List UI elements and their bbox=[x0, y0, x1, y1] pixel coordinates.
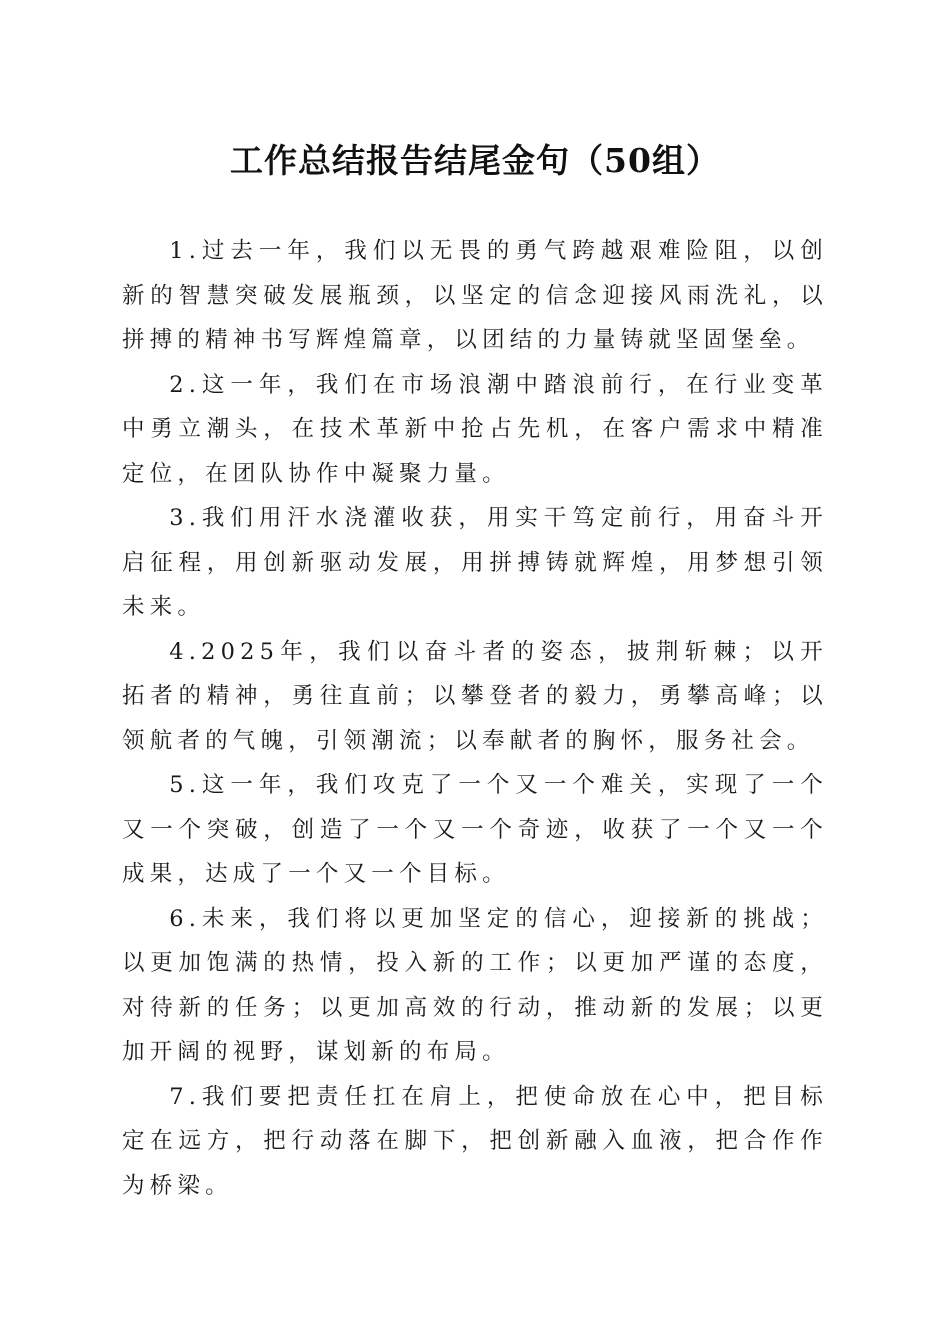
document-title: 工作总结报告结尾金句（50组） bbox=[230, 141, 720, 180]
paragraph-6: 6.未来，我们将以更加坚定的信心，迎接新的挑战；以更加饱满的热情，投入新的工作；以更加严谨的态度，对待新的任务；以更加高效的行动，推动新的发展；以更加开阔的视野，谋划新的布局。 bbox=[122, 905, 828, 1065]
paragraph-1: 1.过去一年，我们以无畏的勇气跨越艰难险阻，以创新的智慧突破发展瓶颈，以坚定的信念迎接风雨洗礼，以拼搏的精神书写辉煌篇章，以团结的力量铸就坚固堡垒。 bbox=[122, 238, 828, 353]
paragraph-7: 7.我们要把责任扛在肩上，把使命放在心中，把目标定在远方，把行动落在脚下，把创新融入血液，把合作作为桥梁。 bbox=[122, 1083, 828, 1199]
paragraph-5: 5.这一年，我们攻克了一个又一个难关，实现了一个又一个突破，创造了一个又一个奇迹，收获了一个又一个成果，达成了一个又一个目标。 bbox=[122, 772, 828, 887]
paragraph-4: 4.2025年，我们以奋斗者的姿态，披荆斩棘；以开拓者的精神，勇往直前；以攀登者的毅力，勇攀高峰；以领航者的气魄，引领潮流；以奉献者的胸怀，服务社会。 bbox=[122, 638, 828, 754]
document-body bbox=[122, 229, 828, 1208]
paragraph-2: 2.这一年，我们在市场浪潮中踏浪前行，在行业变革中勇立潮头，在技术革新中抢占先机，在客户需求中精准定位，在团队协作中凝聚力量。 bbox=[122, 371, 828, 487]
paragraph-3: 3.我们用汗水浇灌收获，用实干笃定前行，用奋斗开启征程，用创新驱动发展，用拼搏铸就辉煌，用梦想引领未来。 bbox=[122, 505, 828, 620]
